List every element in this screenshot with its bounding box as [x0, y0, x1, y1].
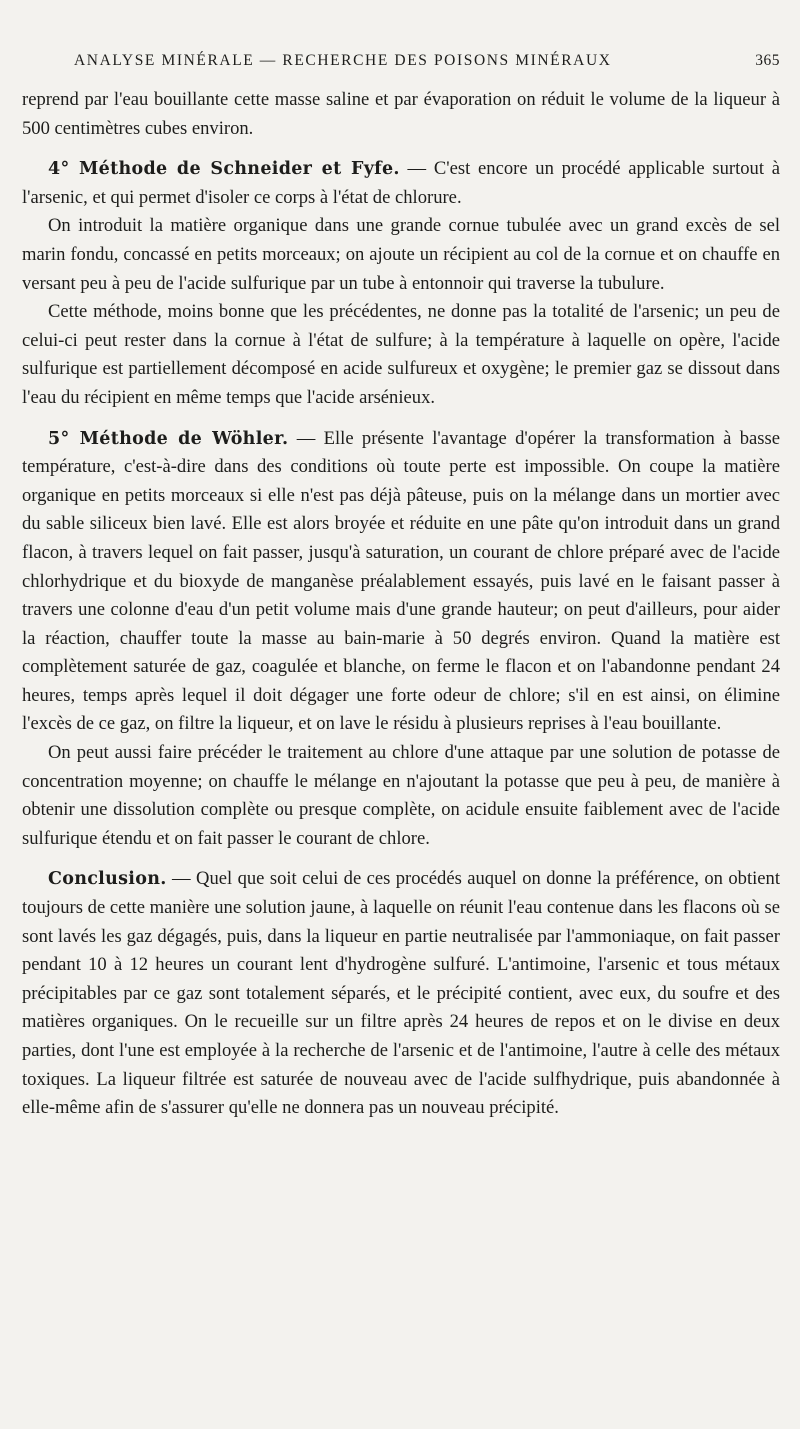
paragraph-potash-treatment: On peut aussi faire précéder le traitement au chlore d'une attaque par une solution de potasse de concentration moyenne; on chauffe le mélange en n'ajoutant la potasse que peu à peu, de manière à obtenir une dissolution complète ou presque complète, on acidule ensuite faiblement avec de l'acide sulfurique étendu et on fait passer le courant de chlore. [22, 742, 780, 849]
paragraph-cornue-procedure: On introduit la matière organique dans une grande cornue tubulée avec un grand excès de sel marin fondu, concassé en petits morceaux; on ajoute un récipient au col de la cornue et on chauffe en versant peu à peu de l'acide sulfurique par un tube à entonnoir qui traverse la tubulure. [22, 215, 780, 294]
running-header [22, 52, 780, 80]
section-text-wohler: — Elle présente l'avantage d'opérer la transformation à basse température, c'est-à-dire dans des conditions où toute perte est impossible. On coupe la matière organique en petits morceaux si elle n'est pas déjà pâteuse, puis on la mélange dans un mortier avec du sable siliceux bien lavé. Elle est alors broyée et réduite en une pâte qu'on introduit dans un grand flacon, à travers lequel on fait passer, jusqu'à saturation, un courant de chlore préparé avec de l'acide chlorhydrique et du bioxyde de manganèse préalablement essayés, puis lavé en le faisant passer à travers une colonne d'eau d'un petit volume mais d'une grande hauteur; on peut d'ailleurs, pour aider la réaction, chauffer toute la masse au bain-marie à 50 degrés environ. Quand la matière est complètement saturée de gaz, coagulée et blanche, on ferme le flacon et on l'abandonne pendant 24 heures, temps après lequel il doit dégager une forte odeur de chlore; s'il en est ainsi, on élimine l'excès de ce gaz, on filtre la liqueur, et on lave le résidu à plusieurs reprises à l'eau bouillante. [22, 427, 780, 735]
section-heading-schneider-fyfe: 4° Méthode de Schneider et Fyfe. [48, 159, 400, 180]
section-heading-wohler: 5° Méthode de Wöhler. [48, 428, 289, 449]
section-wohler [22, 425, 780, 740]
paragraph-continuation: reprend par l'eau bouillante cette masse saline et par évaporation on réduit le volume de la liqueur à 500 centimètres cubes environ. [22, 89, 780, 139]
section-heading-conclusion: Conclusion. [48, 869, 167, 890]
document-page [22, 52, 780, 1123]
section-text-schneider-fyfe: — C'est encore un procédé applicable surtout à l'arsenic, et qui permet d'isoler ce corps à l'état de chlorure. [22, 158, 780, 208]
section-text-conclusion: — Quel que soit celui de ces procédés auquel on donne la préférence, on obtient toujours de cette manière une solution jaune, à laquelle on réunit l'eau contenue dans les flacons où se sont lavés les gaz dégagés, puis, dans la liqueur en partie neutralisée par l'ammoniaque, on fait passer pendant 10 à 12 heures un courant lent d'hydrogène sulfuré. L'antimoine, l'arsenic et tous métaux précipitables par ce gaz sont totalement séparés, et le précipité contient, avec eux, du soufre et des matières organiques. On le recueille sur un filtre après 24 heures de repos et on le divise en deux parties, dont l'une est employée à la recherche de l'arsenic et de l'antimoine, l'autre à celle des métaux toxiques. La liqueur filtrée est saturée de nouveau avec de l'acide sulfhydrique, puis abandonnée à elle-même afin de s'assurer qu'elle ne donnera pas un nouveau précipité. [22, 868, 780, 1119]
section-conclusion [22, 865, 780, 1122]
paragraph-method-limitations: Cette méthode, moins bonne que les précédentes, ne donne pas la totalité de l'arsenic; un peu de celui-ci peut rester dans la cornue à l'état de sulfure; à la température à laquelle on opère, l'acide sulfurique est partiellement décomposé en acide sulfureux et oxygène; le premier gaz se dissout dans l'eau du récipient en même temps que l'acide arsénieux. [22, 301, 780, 408]
page-number: 365 [755, 52, 780, 69]
section-schneider-fyfe [22, 155, 780, 212]
running-header-title: ANALYSE MINÉRALE — RECHERCHE DES POISONS MINÉRAUX [74, 52, 612, 69]
